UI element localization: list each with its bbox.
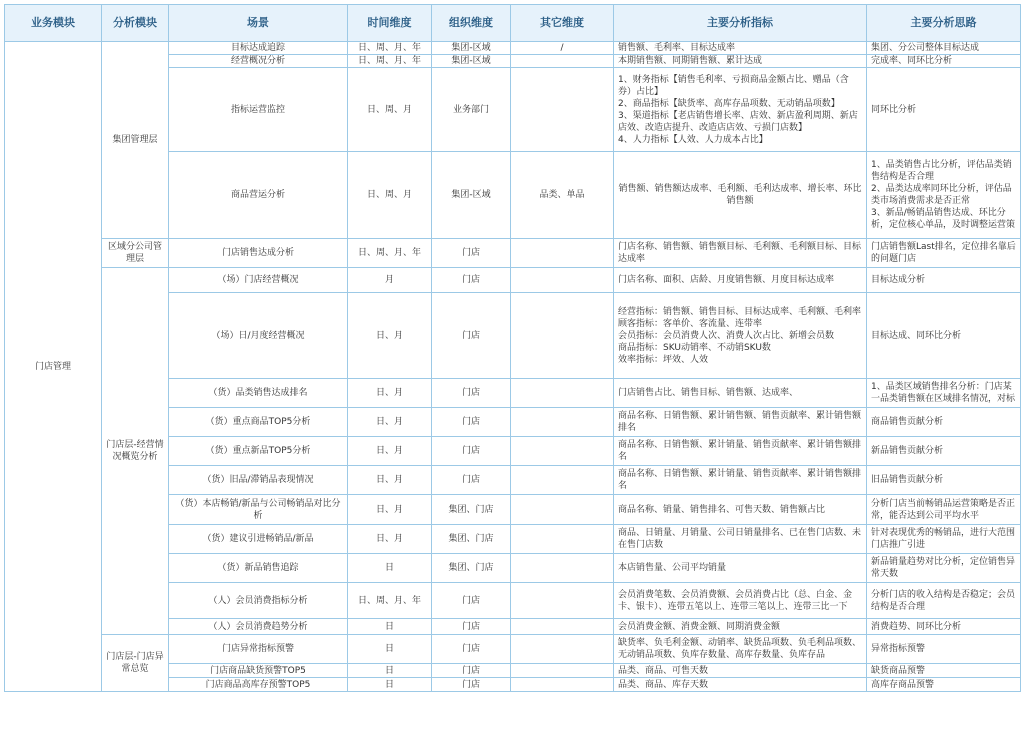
thinking-cell: 1、品类区域销售排名分析：门店某一品类销售额在区域排名情况，对标 (867, 379, 1021, 408)
metrics-cell: 品类、商品、库存天数 (614, 678, 867, 692)
org-dimension-cell: 门店 (432, 619, 511, 635)
org-dimension-cell: 门店 (432, 635, 511, 664)
thinking-cell: 集团、分公司整体目标达成 (867, 42, 1021, 55)
metrics-cell: 会员消费笔数、会员消费额、会员消费占比（总、白金、金卡、银卡）、连带五笔以上、连带三笔以上、连带三比一下 (614, 583, 867, 619)
metrics-cell: 商品、日销量、月销量、公司日销量排名、已在售门店数、未在售门店数 (614, 525, 867, 554)
scene-cell: 目标达成追踪 (169, 42, 348, 55)
scene-cell: （场）日/月度经营概况 (169, 293, 348, 379)
scene-cell: （货）建议引进畅销品/新品 (169, 525, 348, 554)
metrics-cell: 门店名称、面积、店龄、月度销售额、月度目标达成率 (614, 268, 867, 293)
thinking-cell: 针对表现优秀的畅销品，进行大范围门店推广引进 (867, 525, 1021, 554)
thinking-cell: 完成率、同环比分析 (867, 55, 1021, 68)
metrics-cell: 会员消费金额、消费金额、同期消费金额 (614, 619, 867, 635)
time-dimension-cell: 日、月 (348, 466, 432, 495)
other-dimension-cell (511, 664, 614, 678)
time-dimension-cell: 日、周、月、年 (348, 55, 432, 68)
org-dimension-cell: 集团-区域 (432, 42, 511, 55)
org-dimension-cell: 门店 (432, 239, 511, 268)
analysis-module-cell: 门店层-门店异常总览 (102, 635, 169, 692)
scene-cell: （货）新品销售追踪 (169, 554, 348, 583)
time-dimension-cell: 日、月 (348, 293, 432, 379)
org-dimension-cell: 门店 (432, 664, 511, 678)
table-row (5, 268, 1021, 293)
metrics-cell: 销售额、销售额达成率、毛利额、毛利达成率、增长率、环比销售额 (614, 152, 867, 239)
org-dimension-cell: 门店 (432, 293, 511, 379)
scene-cell: （人）会员消费趋势分析 (169, 619, 348, 635)
other-dimension-cell (511, 293, 614, 379)
time-dimension-cell: 日、月 (348, 495, 432, 525)
metrics-cell: 门店销售占比、销售目标、销售额、达成率、 (614, 379, 867, 408)
analysis-module-cell: 区域分公司管理层 (102, 239, 169, 268)
time-dimension-cell: 月 (348, 268, 432, 293)
analysis-module-cell: 集团管理层 (102, 42, 169, 239)
other-dimension-cell (511, 619, 614, 635)
other-dimension-cell (511, 466, 614, 495)
time-dimension-cell: 日、月 (348, 379, 432, 408)
scene-cell: （货）旧品/滞销品表现情况 (169, 466, 348, 495)
time-dimension-cell: 日、周、月、年 (348, 583, 432, 619)
other-dimension-cell (511, 239, 614, 268)
metrics-cell: 商品名称、日销售额、累计销售额、销售贡献率、累计销售额排名 (614, 408, 867, 437)
thinking-cell: 门店销售额Last排名，定位排名靠后的问题门店 (867, 239, 1021, 268)
time-dimension-cell: 日 (348, 619, 432, 635)
table-row (5, 635, 1021, 664)
thinking-cell: 消费趋势、同环比分析 (867, 619, 1021, 635)
org-dimension-cell: 集团、门店 (432, 495, 511, 525)
org-dimension-cell: 集团-区域 (432, 152, 511, 239)
org-dimension-cell: 门店 (432, 678, 511, 692)
org-dimension-cell: 门店 (432, 583, 511, 619)
time-dimension-cell: 日、月 (348, 437, 432, 466)
scene-cell: （货）品类销售达成排名 (169, 379, 348, 408)
thinking-cell: 缺货商品预警 (867, 664, 1021, 678)
other-dimension-cell (511, 437, 614, 466)
scene-cell: 门店商品高库存预警TOP5 (169, 678, 348, 692)
header-business-module: 业务模块 (5, 5, 102, 42)
thinking-cell: 分析门店的收入结构是否稳定；会员结构是否合理 (867, 583, 1021, 619)
table-row (5, 42, 1021, 55)
metrics-cell: 商品名称、销量、销售排名、可售天数、销售额占比 (614, 495, 867, 525)
header-other-dimension: 其它维度 (511, 5, 614, 42)
time-dimension-cell: 日、周、月、年 (348, 42, 432, 55)
time-dimension-cell: 日、月 (348, 408, 432, 437)
metrics-cell: 1、财务指标【销售毛利率、亏损商品金额占比、赠品（含券）占比】 2、商品指标【缺货率、高库存品项数、无动销品项数】 3、渠道指标【老店销售增长率、店效、新店盈利周期、新店店效、改造店提升、改造店店效、亏损门店数】 4、人力指标【人效、人力成本占比】 (614, 68, 867, 152)
scene-cell: 商品营运分析 (169, 152, 348, 239)
other-dimension-cell (511, 554, 614, 583)
metrics-cell: 品类、商品、可售天数 (614, 664, 867, 678)
org-dimension-cell: 门店 (432, 379, 511, 408)
other-dimension-cell (511, 268, 614, 293)
metrics-cell: 门店名称、销售额、销售额目标、毛利额、毛利额目标、目标达成率 (614, 239, 867, 268)
scene-cell: （货）重点商品TOP5分析 (169, 408, 348, 437)
scene-cell: （货）本店畅销/新品与公司畅销品对比分析 (169, 495, 348, 525)
org-dimension-cell: 门店 (432, 408, 511, 437)
thinking-cell: 目标达成、同环比分析 (867, 293, 1021, 379)
header-analysis-module: 分析模块 (102, 5, 169, 42)
header-scene: 场景 (169, 5, 348, 42)
thinking-cell: 异常指标预警 (867, 635, 1021, 664)
thinking-cell: 商品销售贡献分析 (867, 408, 1021, 437)
scene-cell: 经营概况分析 (169, 55, 348, 68)
other-dimension-cell (511, 408, 614, 437)
metrics-cell: 商品名称、日销售额、累计销量、销售贡献率、累计销售额排名 (614, 466, 867, 495)
scene-cell: 门店商品缺货预警TOP5 (169, 664, 348, 678)
time-dimension-cell: 日、周、月 (348, 68, 432, 152)
header-main-metrics: 主要分析指标 (614, 5, 867, 42)
org-dimension-cell: 门店 (432, 268, 511, 293)
metrics-cell: 本期销售额、同期销售额、累计达成 (614, 55, 867, 68)
header-main-thinking: 主要分析思路 (867, 5, 1021, 42)
header-time-dimension: 时间维度 (348, 5, 432, 42)
thinking-cell: 同环比分析 (867, 68, 1021, 152)
org-dimension-cell: 集团-区域 (432, 55, 511, 68)
thinking-cell: 分析门店当前畅销品运营策略是否正常，能否达到公司平均水平 (867, 495, 1021, 525)
metrics-cell: 销售额、毛利率、目标达成率 (614, 42, 867, 55)
thinking-cell: 旧品销售贡献分析 (867, 466, 1021, 495)
scene-cell: 指标运营监控 (169, 68, 348, 152)
time-dimension-cell: 日 (348, 678, 432, 692)
other-dimension-cell (511, 55, 614, 68)
other-dimension-cell: 品类、单品 (511, 152, 614, 239)
thinking-cell: 新品销量趋势对比分析，定位销售异常天数 (867, 554, 1021, 583)
metrics-cell: 经营指标：销售额、销售目标、目标达成率、毛利额、毛利率 顾客指标：客单价、客流量、连带率 会员指标：会员消费人次、消费人次占比、新增会员数 商品指标：SKU动销率、不动销SKU数 效率指标：坪效、人效 (614, 293, 867, 379)
org-dimension-cell: 门店 (432, 437, 511, 466)
org-dimension-cell: 业务部门 (432, 68, 511, 152)
metrics-cell: 本店销售量、公司平均销量 (614, 554, 867, 583)
time-dimension-cell: 日、周、月、年 (348, 239, 432, 268)
scene-cell: 门店销售达成分析 (169, 239, 348, 268)
thinking-cell: 新品销售贡献分析 (867, 437, 1021, 466)
thinking-cell: 目标达成分析 (867, 268, 1021, 293)
time-dimension-cell: 日 (348, 635, 432, 664)
other-dimension-cell (511, 525, 614, 554)
analysis-module-cell: 门店层-经营情况概览分析 (102, 268, 169, 635)
thinking-cell: 高库存商品预警 (867, 678, 1021, 692)
other-dimension-cell (511, 68, 614, 152)
other-dimension-cell (511, 495, 614, 525)
scene-cell: （场）门店经营概况 (169, 268, 348, 293)
scene-cell: 门店异常指标预警 (169, 635, 348, 664)
other-dimension-cell (511, 379, 614, 408)
thinking-cell: 1、品类销售占比分析，评估品类销售结构是否合理 2、品类达成率同环比分析，评估品类市场消费需求是否正常 3、新品/畅销品销售达成、环比分析，定位核心单品，及时调整运营策 (867, 152, 1021, 239)
time-dimension-cell: 日 (348, 664, 432, 678)
table-row (5, 239, 1021, 268)
business-module-cell: 门店管理 (5, 42, 102, 692)
other-dimension-cell (511, 678, 614, 692)
time-dimension-cell: 日 (348, 554, 432, 583)
analysis-table (4, 4, 1021, 692)
time-dimension-cell: 日、月 (348, 525, 432, 554)
scene-cell: （人）会员消费指标分析 (169, 583, 348, 619)
header-row (5, 5, 1021, 42)
other-dimension-cell (511, 583, 614, 619)
metrics-cell: 商品名称、日销售额、累计销量、销售贡献率、累计销售额排名 (614, 437, 867, 466)
metrics-cell: 缺货率、负毛利金额、动销率、缺货品项数、负毛利品项数、无动销品项数、负库存数量、高库存数量、负库存品 (614, 635, 867, 664)
other-dimension-cell: / (511, 42, 614, 55)
time-dimension-cell: 日、周、月 (348, 152, 432, 239)
org-dimension-cell: 集团、门店 (432, 554, 511, 583)
org-dimension-cell: 集团、门店 (432, 525, 511, 554)
scene-cell: （货）重点新品TOP5分析 (169, 437, 348, 466)
header-org-dimension: 组织维度 (432, 5, 511, 42)
org-dimension-cell: 门店 (432, 466, 511, 495)
other-dimension-cell (511, 635, 614, 664)
